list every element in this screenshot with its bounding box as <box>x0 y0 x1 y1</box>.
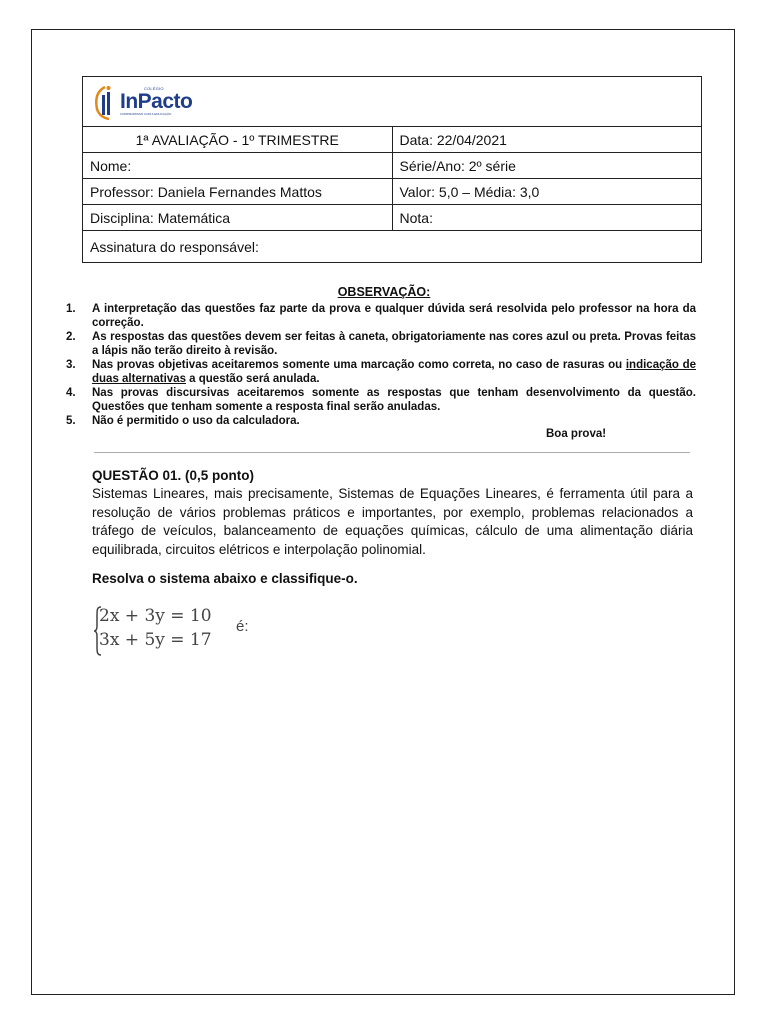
signature-field[interactable]: Assinatura do responsável: <box>83 231 702 263</box>
exam-header-table <box>82 76 702 263</box>
list-item-text: As respostas das questões devem ser feitas à caneta, obrigatoriamente nas cores azul ou preta. Provas feitas a lápis não terão direito à revisão. <box>92 331 696 357</box>
list-item <box>66 414 696 428</box>
logo-small-text: COLÉGIO <box>144 86 164 91</box>
question-title: QUESTÃO 01. (0,5 ponto) <box>92 468 255 483</box>
closing-message: Boa prova! <box>546 428 607 440</box>
list-item <box>66 358 696 386</box>
list-item <box>66 302 696 330</box>
question-body: Sistemas Lineares, mais precisamente, Sistemas de Equações Lineares, é ferramenta útil para a resolução de vários problemas práticos e importantes, por exemplo, problemas relacionados a tráfego de veículos, balanceamento de equações químicas, cálculo de uma alimentação diária equilibrada, circuitos elétricos e interpolação polinomial. <box>92 486 693 557</box>
list-item-text: Nas provas discursivas aceitaremos somente as respostas que tenham desenvolvimento da questão. Questões que tenham somente a resposta final serão anuladas. <box>92 387 696 413</box>
inpacto-logo-icon <box>93 83 117 121</box>
list-item-number: 1. <box>66 303 76 315</box>
school-logo <box>93 83 691 121</box>
list-item-number: 5. <box>66 415 76 427</box>
list-item-number: 4. <box>66 387 76 399</box>
list-item-text-part: Nas provas objetivas aceitaremos somente uma marcação como correta, no caso de rasuras ou <box>92 359 626 371</box>
equation-1: 2x + 3y = 10 <box>99 606 212 626</box>
teacher-info: Professor: Daniela Fernandes Mattos <box>83 179 393 205</box>
question-instruction: Resolva o sistema abaixo e classifique-o. <box>92 571 358 586</box>
equation-2: 3x + 5y = 17 <box>99 630 212 650</box>
underlined-text: indicação de duas alternativas <box>92 359 696 385</box>
grade-info: Série/Ano: 2º série <box>392 153 702 179</box>
student-name-field[interactable]: Nome: <box>83 153 393 179</box>
list-item <box>66 386 696 414</box>
list-item-text: Não é permitido o uso da calculadora. <box>92 415 300 427</box>
list-item-number: 3. <box>66 359 76 371</box>
score-field[interactable]: Nota: <box>392 205 702 231</box>
exam-date: Data: 22/04/2021 <box>392 127 702 153</box>
logo-cell <box>83 77 702 127</box>
section-divider <box>94 452 690 453</box>
observation-list <box>66 302 696 428</box>
exam-title: 1ª AVALIAÇÃO - 1º TRIMESTRE <box>83 127 393 153</box>
subject-info: Disciplina: Matemática <box>83 205 393 231</box>
equation-system <box>93 604 263 658</box>
list-item-text <box>92 358 696 386</box>
logo-tagline: COMPROMISSO COM A EDUCAÇÃO <box>120 112 172 116</box>
equation-suffix: é: <box>236 618 249 635</box>
value-info: Valor: 5,0 – Média: 3,0 <box>392 179 702 205</box>
logo-brand-text: InPacto <box>120 90 193 113</box>
list-item <box>66 330 696 358</box>
list-item-text-part: a questão será anulada. <box>185 373 320 385</box>
list-item-number: 2. <box>66 331 76 343</box>
observation-title: OBSERVAÇÃO: <box>337 285 431 299</box>
list-item-text: A interpretação das questões faz parte da prova e qualquer dúvida será resolvida pelo professor na hora da correção. <box>92 303 696 329</box>
